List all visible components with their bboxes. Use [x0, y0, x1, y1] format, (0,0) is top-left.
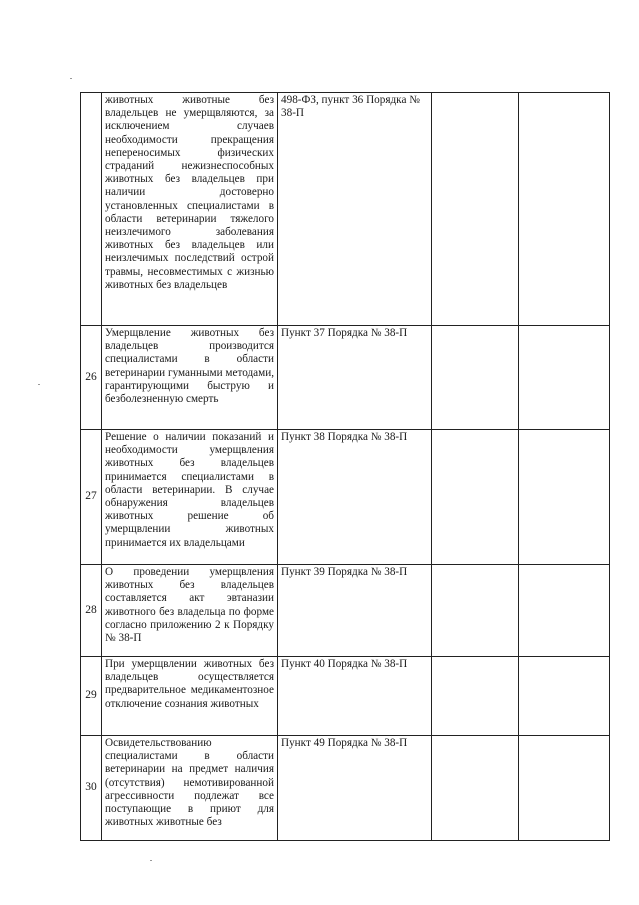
row-number: 30 [81, 736, 102, 841]
requirement-text: Освидетельствованию специалистами в области ветеринарии на предмет наличия (отсутствия) немотивированной агрессивности подлежат все поступающие в приют для животных животные без [102, 736, 278, 841]
requirements-table [80, 92, 610, 841]
row-number: 27 [81, 430, 102, 565]
table-row [81, 736, 610, 841]
table-row [81, 565, 610, 657]
empty-cell [432, 326, 519, 430]
requirement-text: Умерщвление животных без владельцев производится специалистами в области ветеринарии гуманными методами, гарантирующими быструю и безболезненную смерть [102, 326, 278, 430]
legal-reference: Пункт 37 Порядка № 38-П [278, 326, 432, 430]
scan-speck [150, 860, 152, 861]
row-number: 28 [81, 565, 102, 657]
requirement-text: Решение о наличии показаний и необходимости умерщвления животных без владельцев принимается специалистами в области ветеринарии. В случае обнаружения владельцев животных решение об умерщвлении животных принимается их владельцами [102, 430, 278, 565]
empty-cell [519, 430, 610, 565]
legal-reference: 498-ФЗ, пункт 36 Порядка № 38-П [278, 93, 432, 326]
legal-reference: Пункт 49 Порядка № 38-П [278, 736, 432, 841]
table-row [81, 430, 610, 565]
scan-speck [38, 384, 40, 385]
empty-cell [519, 565, 610, 657]
scan-speck [70, 78, 72, 79]
empty-cell [432, 93, 519, 326]
empty-cell [519, 326, 610, 430]
empty-cell [432, 736, 519, 841]
legal-reference: Пункт 38 Порядка № 38-П [278, 430, 432, 565]
empty-cell [432, 430, 519, 565]
row-number [81, 93, 102, 326]
table-row [81, 93, 610, 326]
requirement-text: О проведении умерщвления животных без владельцев составляется акт эвтаназии животного без владельца по форме согласно приложению 2 к Порядку № 38-П [102, 565, 278, 657]
table-row [81, 657, 610, 736]
legal-reference: Пункт 39 Порядка № 38-П [278, 565, 432, 657]
row-number: 29 [81, 657, 102, 736]
requirement-text: При умерщвлении животных без владельцев осуществляется предварительное медикаментозное отключение сознания животных [102, 657, 278, 736]
empty-cell [519, 736, 610, 841]
empty-cell [432, 657, 519, 736]
empty-cell [432, 565, 519, 657]
legal-reference: Пункт 40 Порядка № 38-П [278, 657, 432, 736]
requirement-text: животных животные без владельцев не умерщвляются, за исключением случаев необходимости прекращения непереносимых физических страданий нежизнеспособных животных без владельцев при наличии достоверно установленных специалистами в области ветеринарии тяжелого неизлечимого заболевания животных без владельцев или неизлечимых последствий острой травмы, несовместимых с жизнью животных без владельцев [102, 93, 278, 326]
empty-cell [519, 93, 610, 326]
empty-cell [519, 657, 610, 736]
table-row [81, 326, 610, 430]
row-number: 26 [81, 326, 102, 430]
